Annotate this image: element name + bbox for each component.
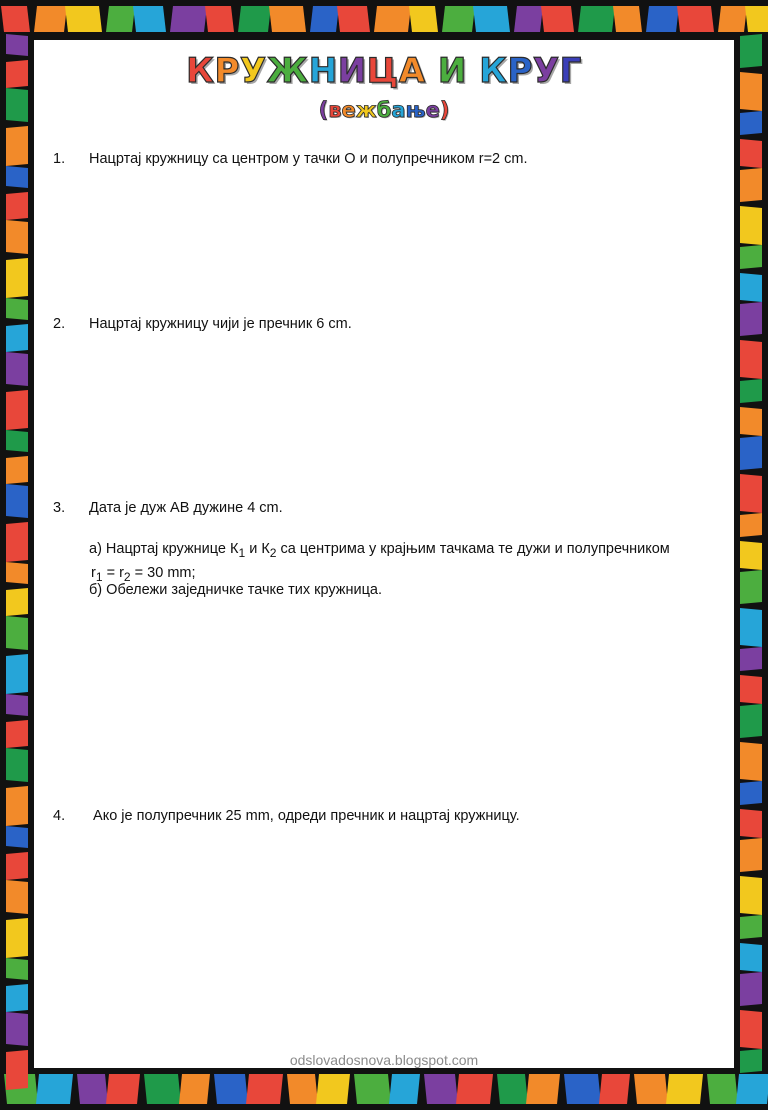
title-letter: Р bbox=[507, 51, 533, 91]
title-letter: Г bbox=[559, 51, 582, 91]
border-tile bbox=[740, 1049, 762, 1073]
border-tile bbox=[6, 324, 28, 352]
border-tile bbox=[6, 456, 28, 484]
border-tile bbox=[6, 34, 28, 56]
border-tile bbox=[389, 1074, 420, 1104]
task-text: Нацртај кружницу са центром у тачки О и полупречником r=2 cm. bbox=[89, 151, 528, 167]
border-tile bbox=[6, 918, 28, 958]
border-tile bbox=[6, 588, 28, 616]
subtitle-letter: ) bbox=[439, 98, 450, 122]
border-tile bbox=[6, 852, 28, 880]
border-tile bbox=[6, 984, 28, 1012]
border-tile bbox=[740, 206, 762, 245]
title-letter: И bbox=[437, 51, 467, 91]
border-tile bbox=[6, 748, 28, 782]
title-letter: Ц bbox=[366, 51, 399, 91]
border-tile bbox=[6, 430, 28, 452]
border-tile bbox=[6, 826, 28, 848]
border-tile bbox=[740, 838, 762, 872]
border-tile bbox=[6, 694, 28, 716]
border-tile bbox=[6, 1012, 28, 1046]
task-number: 3. bbox=[53, 500, 66, 516]
page-subtitle bbox=[34, 100, 734, 121]
border-tile bbox=[634, 1074, 668, 1104]
border-tile bbox=[646, 6, 679, 32]
border-tile bbox=[514, 6, 543, 32]
page-title bbox=[34, 51, 734, 91]
border-tile bbox=[144, 1074, 181, 1104]
footer-url: odslovadosnova.blogspot.com bbox=[289, 1052, 479, 1068]
border-tile bbox=[745, 6, 768, 32]
border-tile bbox=[740, 647, 762, 671]
border-tile bbox=[740, 943, 762, 972]
border-tile bbox=[740, 302, 762, 336]
border-tile bbox=[316, 1074, 350, 1104]
title-letter: Н bbox=[308, 51, 338, 91]
border-tile bbox=[740, 742, 762, 781]
border-tile bbox=[740, 340, 762, 379]
border-tile bbox=[578, 6, 615, 32]
border-tile bbox=[740, 111, 762, 135]
border-tile bbox=[6, 126, 28, 166]
task-1 bbox=[53, 150, 528, 170]
border-tile bbox=[473, 6, 510, 32]
border-tile bbox=[564, 1074, 601, 1104]
border-tile bbox=[133, 6, 166, 32]
border-tile bbox=[36, 1074, 73, 1104]
title-letter: Р bbox=[214, 51, 240, 91]
border-tile bbox=[707, 1074, 738, 1104]
border-tile bbox=[442, 6, 475, 32]
title-letter bbox=[426, 51, 438, 91]
border-tile bbox=[740, 608, 762, 647]
border-tile bbox=[740, 675, 762, 704]
border-tile bbox=[106, 6, 135, 32]
border-tile bbox=[6, 1050, 28, 1090]
task-2 bbox=[53, 315, 352, 335]
title-letter: К bbox=[186, 51, 215, 91]
border-tile bbox=[740, 570, 762, 604]
border-tile bbox=[238, 6, 271, 32]
border-tile bbox=[205, 6, 234, 32]
task-text: Дата је дуж АВ дужине 4 cm. bbox=[89, 500, 283, 516]
task-number: 4. bbox=[53, 808, 66, 824]
border-tile bbox=[497, 1074, 528, 1104]
border-tile bbox=[310, 6, 339, 32]
task-number: 2. bbox=[53, 316, 66, 332]
task-4 bbox=[53, 807, 520, 827]
border-tile bbox=[740, 379, 762, 403]
task-3-part-a: а) Нацртај кружнице $К_1$ и $К_2$ са центрима у крајњим тачкама те дужи и полупречником $r_1 = r_2 = 30$ mm; bbox=[89, 541, 670, 584]
border-tile bbox=[677, 6, 714, 32]
border-tile bbox=[740, 876, 762, 915]
subtitle-letter: њ bbox=[405, 98, 426, 122]
border-tile bbox=[740, 809, 762, 838]
border-tile bbox=[6, 958, 28, 980]
subtitle-letter: ж bbox=[355, 98, 377, 122]
border-tile bbox=[179, 1074, 210, 1104]
border-tile bbox=[718, 6, 747, 32]
border-tile bbox=[6, 298, 28, 320]
title-letter: У bbox=[239, 51, 267, 91]
border-tile bbox=[6, 720, 28, 748]
border-tile bbox=[6, 522, 28, 562]
border-tile bbox=[354, 1074, 391, 1104]
border-tile bbox=[6, 484, 28, 518]
border-tile bbox=[740, 72, 762, 111]
border-tile bbox=[214, 1074, 248, 1104]
border-tile bbox=[106, 1074, 140, 1104]
subtitle-letter: е bbox=[425, 98, 440, 122]
title-letter: Ж bbox=[266, 51, 309, 91]
worksheet-page bbox=[34, 40, 734, 1068]
border-tile bbox=[740, 34, 762, 68]
border-tile bbox=[740, 436, 762, 470]
border-tile bbox=[6, 562, 28, 584]
border-tile bbox=[6, 616, 28, 650]
border-tile bbox=[666, 1074, 703, 1104]
border-tile bbox=[409, 6, 438, 32]
border-tile bbox=[1, 6, 30, 32]
border-tile bbox=[77, 1074, 108, 1104]
border-tile bbox=[6, 880, 28, 914]
task-3-part-b: б) Обележи заједничке тачке тих кружница. bbox=[89, 582, 383, 598]
border-tile bbox=[740, 781, 762, 805]
task-number: 1. bbox=[53, 151, 66, 167]
border-tile bbox=[740, 915, 762, 939]
border-tile bbox=[740, 972, 762, 1006]
border-tile bbox=[6, 390, 28, 430]
border-tile bbox=[740, 474, 762, 513]
border-tile bbox=[374, 6, 411, 32]
task-3 bbox=[53, 499, 283, 519]
border-tile bbox=[337, 6, 370, 32]
title-letter: А bbox=[398, 51, 426, 91]
border-tile bbox=[599, 1074, 630, 1104]
border-tile bbox=[34, 6, 67, 32]
subtitle-letter: е bbox=[341, 98, 356, 122]
border-tile bbox=[269, 6, 306, 32]
border-tile bbox=[6, 258, 28, 298]
border-tile bbox=[736, 1074, 768, 1104]
title-letter: К bbox=[479, 51, 508, 91]
border-tile bbox=[6, 166, 28, 188]
border-tile bbox=[424, 1074, 458, 1104]
title-letter: И bbox=[337, 51, 367, 91]
border-tile bbox=[6, 352, 28, 386]
border-tile bbox=[613, 6, 642, 32]
border-tile bbox=[740, 139, 762, 168]
border-tile bbox=[740, 168, 762, 202]
task-text: Ако је полупречник 25 mm, одреди пречник и нацртај кружницу. bbox=[89, 808, 520, 824]
title-letter: У bbox=[532, 51, 560, 91]
border-tile bbox=[740, 407, 762, 436]
border-tile bbox=[6, 88, 28, 122]
border-tile bbox=[456, 1074, 493, 1104]
border-tile bbox=[6, 786, 28, 826]
border-tile bbox=[740, 1010, 762, 1049]
title-letter bbox=[467, 51, 479, 91]
border-tile bbox=[541, 6, 574, 32]
border-tile bbox=[65, 6, 102, 32]
border-tile bbox=[6, 60, 28, 88]
border-tile bbox=[740, 273, 762, 302]
subtitle-letter: а bbox=[391, 98, 406, 122]
border-tile bbox=[740, 541, 762, 570]
border-tile bbox=[6, 192, 28, 220]
subtitle-letter: б bbox=[376, 98, 392, 122]
border-tile bbox=[6, 220, 28, 254]
border-tile bbox=[170, 6, 207, 32]
border-tile bbox=[740, 245, 762, 269]
border-tile bbox=[287, 1074, 318, 1104]
subtitle-letter: в bbox=[328, 98, 342, 122]
subtitle-letter: ( bbox=[318, 98, 329, 122]
border-tile bbox=[6, 654, 28, 694]
task-text: Нацртај кружницу чији је пречник 6 cm. bbox=[89, 316, 352, 332]
border-tile bbox=[526, 1074, 560, 1104]
border-tile bbox=[740, 704, 762, 738]
border-tile bbox=[246, 1074, 283, 1104]
border-tile bbox=[740, 513, 762, 537]
